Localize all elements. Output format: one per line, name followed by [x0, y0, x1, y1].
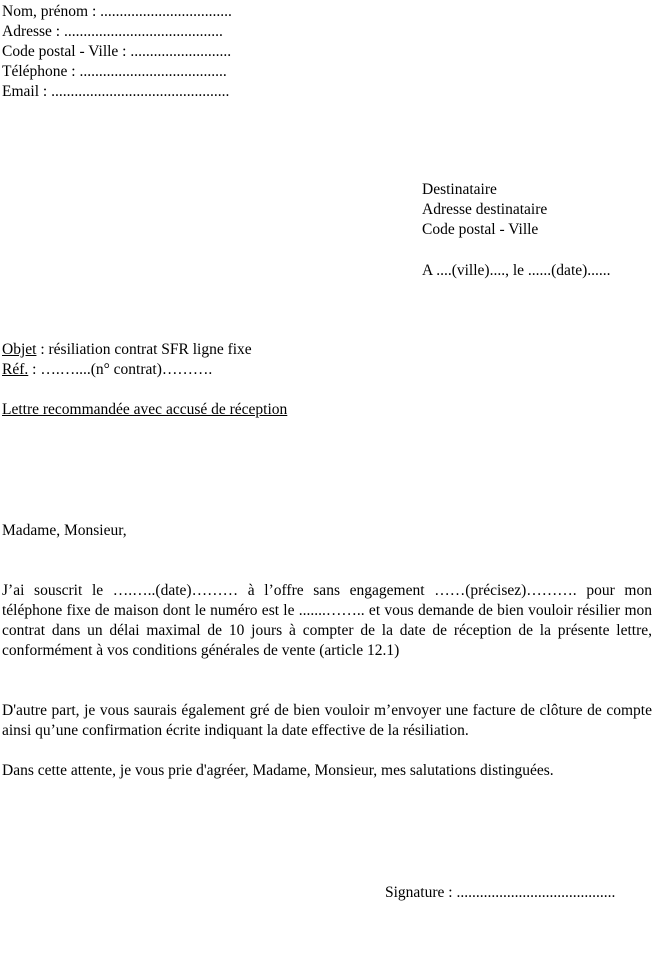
object-line	[2, 340, 472, 360]
object-text: : résiliation contrat SFR ligne fixe	[36, 341, 252, 358]
signature-line: Signature : .........................................	[385, 884, 616, 901]
reference-label: Réf.	[2, 361, 29, 378]
recipient-line-address: Adresse destinataire	[422, 201, 548, 218]
salutation: Madame, Monsieur,	[2, 522, 127, 539]
reference-text: : ….…....(n° contrat)……….	[28, 361, 213, 378]
sender-line-postal-city: Code postal - Ville : ..........................	[2, 43, 232, 60]
recipient-line-postal-city: Code postal - Ville	[422, 221, 539, 238]
body-paragraph-2: D'autre part, je vous saurais également gré de bien vouloir m’envoyer une facture de clôture de compte ainsi qu’une confirmation écrite indiquant la date effective de la résiliation.	[2, 702, 652, 739]
body-paragraph-1: J’ai souscrit le ….…..(date)……… à l’offre sans engagement ……(précisez)………. pour mon téléphone fixe de maison dont le numéro est le .......…….. et vous demande de bien vouloir résilier mon contrat dans un délai maximal de 10 jours à compter de la date de réception de la présente lettre, conformément à vos conditions générales de vente (article 12.1)	[2, 582, 652, 659]
sender-line-phone: Téléphone : ......................................	[2, 63, 227, 80]
body-paragraph-3: Dans cette attente, je vous prie d'agréer, Madame, Monsieur, mes salutations distinguées.	[2, 762, 554, 779]
registered-mail-notice: Lettre recommandée avec accusé de réception	[2, 401, 288, 418]
sender-line-address: Adresse : .........................................	[2, 23, 223, 40]
sender-block	[2, 2, 342, 102]
recipient-block	[422, 180, 654, 240]
place-date-line: A ....(ville)...., le ......(date)......	[422, 262, 611, 279]
reference-line	[2, 360, 472, 380]
object-label: Objet	[2, 341, 37, 358]
recipient-line-name: Destinataire	[422, 181, 497, 198]
sender-line-email: Email : ..............................................	[2, 83, 230, 100]
sender-line-name: Nom, prénom : ..................................	[2, 3, 232, 20]
subject-block	[2, 340, 472, 380]
